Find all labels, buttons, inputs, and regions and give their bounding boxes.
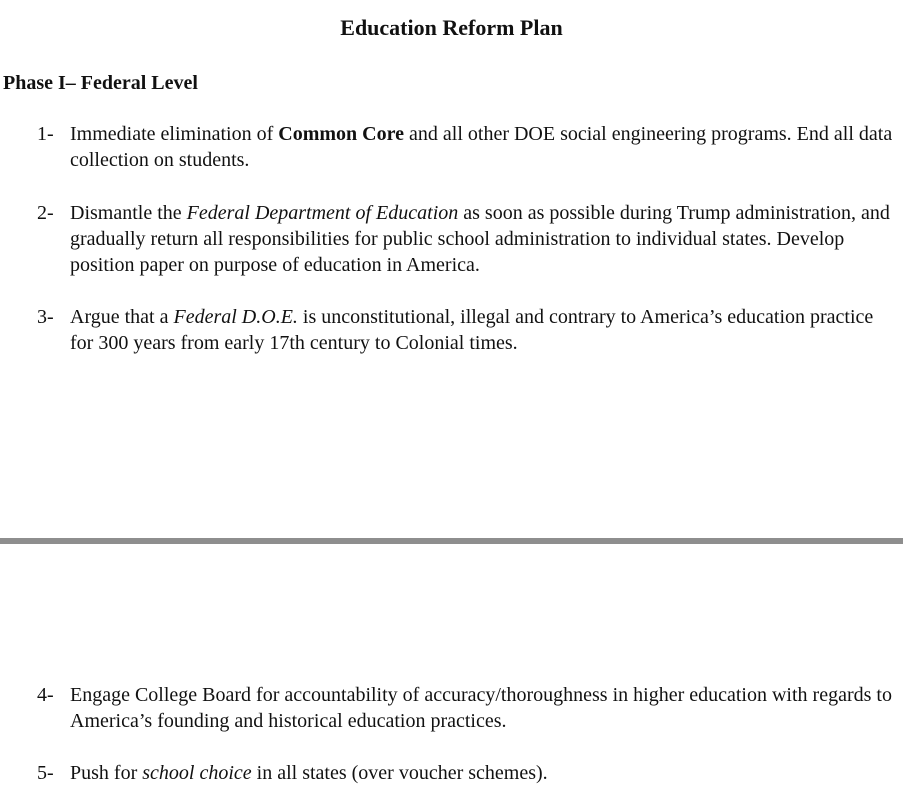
page-break-divider	[0, 538, 903, 544]
document-title: Education Reform Plan	[340, 15, 563, 40]
list-item-text	[70, 304, 899, 356]
item-text-italic: school choice	[142, 762, 252, 784]
item-text-segment: in all states (over voucher schemes).	[251, 762, 548, 784]
item-text-bold: Common Core	[278, 123, 405, 145]
item-text-segment: Argue that a	[70, 306, 174, 328]
list-item-number: 1-	[37, 123, 54, 145]
list-item-2	[37, 200, 899, 278]
item-text-italic: Federal D.O.E.	[173, 306, 298, 328]
list-item-text	[70, 682, 899, 734]
item-text-segment: as soon as possible during Trump administration, and gradually return all responsibilities for public school administration to individual states. Develop position paper on purpose of education in America.	[70, 202, 890, 276]
item-text-segment: is unconstitutional, illegal and contrary to America’s education practice for 300 years from early 17th century to Colonial times.	[70, 306, 874, 354]
list-item-3	[37, 304, 899, 356]
list-item-text	[70, 760, 899, 786]
list-item-text	[70, 200, 899, 278]
list-item-number: 4-	[37, 684, 54, 706]
list-item-text	[70, 121, 899, 173]
document-page-bottom	[0, 548, 903, 801]
item-text-italic: Federal Department of Education	[186, 202, 459, 224]
list-item-4	[37, 682, 899, 734]
list-item-number: 2-	[37, 202, 54, 224]
list-item-number: 3-	[37, 306, 54, 328]
item-text-segment: Engage College Board for accountability of accuracy/thoroughness in higher education with regards to America’s founding and historical education practices.	[70, 684, 892, 732]
item-text-segment: Dismantle the	[70, 202, 187, 224]
list-item-5	[37, 760, 899, 786]
phase-heading: Phase I– Federal Level	[3, 72, 198, 94]
item-text-segment: and all other DOE social engineering programs. End all data collection on students.	[70, 123, 893, 171]
item-text-segment: Push for	[70, 762, 143, 784]
list-item-number: 5-	[37, 762, 54, 784]
list-item-1	[37, 121, 899, 173]
item-text-segment: Immediate elimination of	[70, 123, 279, 145]
